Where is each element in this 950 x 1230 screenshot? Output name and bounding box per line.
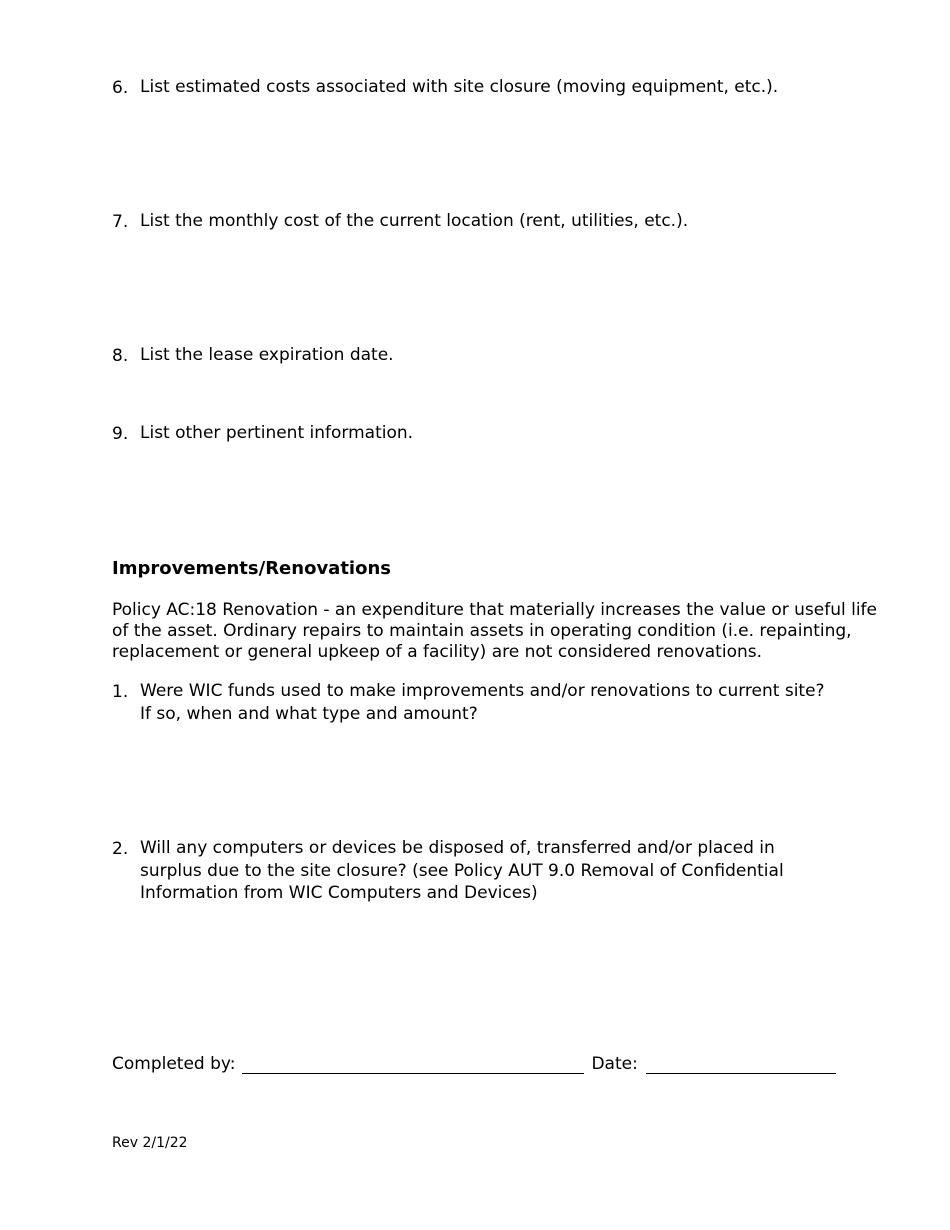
question-number: 6. (112, 78, 129, 98)
question-line: Will any computers or devices be disposed of, transferred and/or placed in (140, 838, 775, 858)
policy-line: Policy AC:18 Renovation - an expenditure that materially increases the value or useful life (112, 600, 877, 620)
question-line: Were WIC funds used to make improvements and/or renovations to current site? (140, 681, 825, 701)
question-line: If so, when and what type and amount? (140, 703, 478, 724)
question-number: 8. (112, 346, 129, 366)
question-number: 2. (112, 839, 129, 859)
policy-line: replacement or general upkeep of a facility) are not considered renovations. (112, 642, 763, 662)
date-label: Date: (591, 1054, 638, 1074)
question-text: List the lease expiration date. (140, 345, 394, 365)
policy-line: of the asset. Ordinary repairs to maintain assets in operating condition (i.e. repainting, (112, 621, 852, 641)
question-text (140, 837, 784, 905)
completed-by-label: Completed by: (112, 1054, 236, 1074)
section-heading: Improvements/Renovations (112, 558, 391, 579)
policy-paragraph (112, 600, 902, 663)
signature-row (112, 1054, 836, 1074)
question-text: List other pertinent information. (140, 423, 414, 443)
question-text: List the monthly cost of the current location (rent, utilities, etc.). (140, 211, 689, 231)
revision-footer: Rev 2/1/22 (112, 1135, 188, 1151)
question-number: 9. (112, 424, 129, 444)
question-line: Information from WIC Computers and Devices) (140, 883, 538, 903)
question-text (140, 680, 825, 725)
question-line: surplus due to the site closure? (see Policy AUT 9.0 Removal of Confidential (140, 860, 784, 881)
date-field[interactable] (646, 1055, 836, 1074)
question-text: List estimated costs associated with site closure (moving equipment, etc.). (140, 77, 779, 97)
question-number: 7. (112, 212, 129, 232)
question-number: 1. (112, 682, 129, 702)
completed-by-field[interactable] (242, 1055, 584, 1074)
